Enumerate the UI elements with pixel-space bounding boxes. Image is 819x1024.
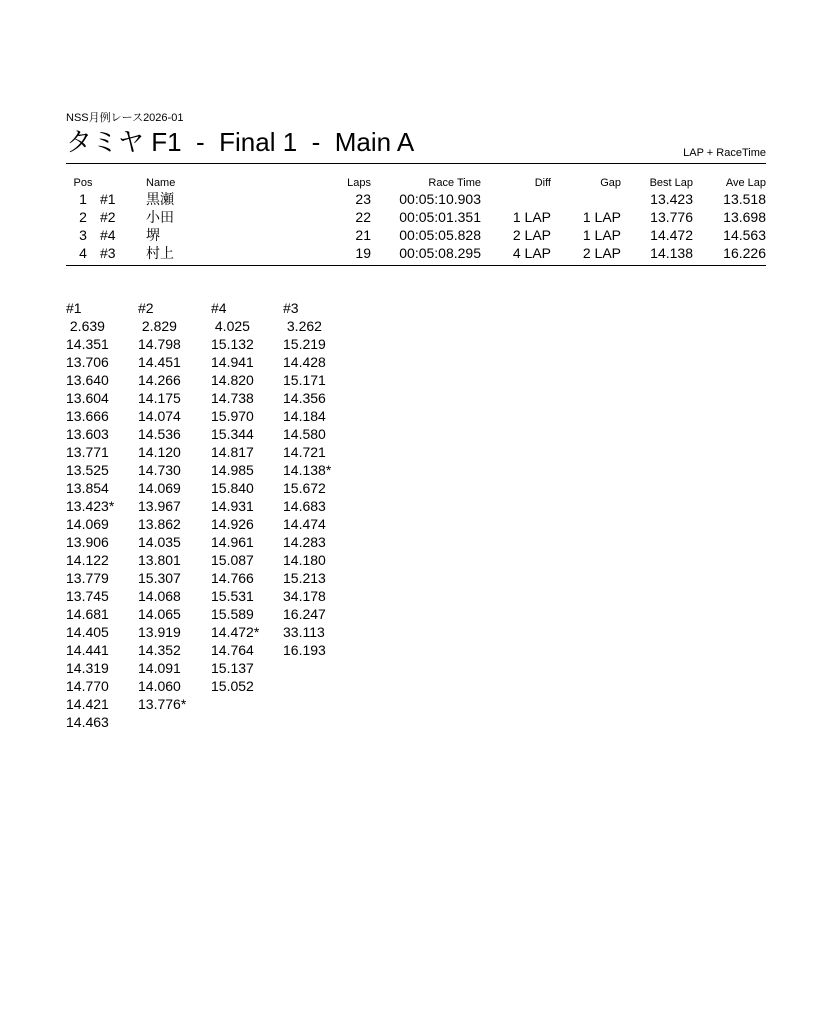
lap-time: 14.985	[211, 462, 254, 478]
lap-time: 14.770	[66, 678, 109, 694]
cell-laps: 23	[355, 191, 371, 207]
lap-time: 14.681	[66, 606, 109, 622]
lap-time: 13.603	[66, 426, 109, 442]
cell-name: 小田	[146, 209, 174, 225]
lap-time: 14.035	[138, 534, 181, 550]
lap-time: 14.798	[138, 336, 181, 352]
cell-ave-lap: 13.518	[723, 191, 766, 207]
lap-time: 13.801	[138, 552, 181, 568]
lap-time: 14.764	[211, 642, 254, 658]
table-row	[66, 226, 766, 244]
lap-time: 15.531	[211, 588, 254, 604]
lap-time: 14.356	[283, 390, 326, 406]
lap-time: 13.967	[138, 498, 181, 514]
lap-time: 2.829	[138, 318, 177, 334]
cell-race-time: 00:05:01.351	[399, 209, 481, 225]
lap-time: 14.428	[283, 354, 326, 370]
cell-race-time: 00:05:05.828	[399, 227, 481, 243]
lap-time: 13.423*	[66, 498, 115, 514]
lap-time: 4.025	[211, 318, 250, 334]
lap-time: 16.247	[283, 606, 326, 622]
lap-time: 14.683	[283, 498, 326, 514]
lap-column	[211, 299, 281, 695]
lap-time: 15.970	[211, 408, 254, 424]
cell-diff: 2 LAP	[512, 227, 551, 243]
lap-time: 15.344	[211, 426, 254, 442]
cell-car: #4	[100, 227, 116, 243]
lap-time: 15.840	[211, 480, 254, 496]
header-divider	[66, 163, 766, 164]
lap-column	[66, 299, 136, 731]
page-title: タミヤ F1 - Final 1 - Main A	[66, 127, 415, 157]
lap-time: 14.721	[283, 444, 326, 460]
cell-gap: 1 LAP	[582, 227, 621, 243]
lap-time: 15.219	[283, 336, 326, 352]
lap-time: 14.451	[138, 354, 181, 370]
lap-time: 14.065	[138, 606, 181, 622]
lap-time: 33.113	[283, 624, 325, 640]
lap-time: 15.087	[211, 552, 254, 568]
lap-time: 13.640	[66, 372, 109, 388]
lap-time: 3.262	[283, 318, 322, 334]
lap-time: 14.069	[66, 516, 109, 532]
lap-time: 14.463	[66, 714, 109, 730]
cell-race-time: 00:05:08.295	[399, 245, 481, 261]
col-header-gap: Gap	[600, 177, 621, 189]
lap-time: 15.132	[211, 336, 254, 352]
lap-time: 15.213	[283, 570, 326, 586]
lap-time: 13.779	[66, 570, 109, 586]
lap-time: 13.525	[66, 462, 109, 478]
lap-time: 14.941	[211, 354, 254, 370]
cell-pos: 4	[79, 245, 87, 261]
lap-column	[138, 299, 208, 713]
lap-time: 14.421	[66, 696, 109, 712]
cell-best-lap: 14.138	[650, 245, 693, 261]
cell-ave-lap: 13.698	[723, 209, 766, 225]
cell-pos: 1	[79, 191, 87, 207]
cell-laps: 19	[355, 245, 371, 261]
lap-time: 34.178	[283, 588, 326, 604]
col-header-pos: Pos	[73, 177, 93, 189]
cell-car: #3	[100, 245, 116, 261]
lap-time: 13.706	[66, 354, 109, 370]
lap-time: 13.919	[138, 624, 181, 640]
lap-time: 14.926	[211, 516, 254, 532]
col-header-best-lap: Best Lap	[649, 177, 693, 189]
cell-diff	[481, 190, 551, 208]
lap-time: 14.474	[283, 516, 326, 532]
lap-time: 14.738	[211, 390, 254, 406]
lap-time: 14.120	[138, 444, 181, 460]
lap-time: 13.854	[66, 480, 109, 496]
lap-time: 2.639	[66, 318, 105, 334]
lap-time: 14.580	[283, 426, 326, 442]
lap-time: 14.175	[138, 390, 181, 406]
cell-car: #2	[100, 209, 116, 225]
lap-time: 14.817	[211, 444, 254, 460]
cell-name: 村上	[146, 245, 174, 261]
lap-time: 14.266	[138, 372, 181, 388]
col-header-race-time: Race Time	[428, 177, 481, 189]
lap-time: 14.283	[283, 534, 326, 550]
lap-column-header: #4	[211, 300, 227, 316]
lap-time: 13.776*	[138, 696, 187, 712]
lap-time: 14.074	[138, 408, 181, 424]
cell-gap: 2 LAP	[582, 245, 621, 261]
series-name: NSS月例レース2026-01	[66, 112, 184, 124]
lap-time: 15.589	[211, 606, 254, 622]
lap-time: 14.441	[66, 642, 109, 658]
lap-time: 15.052	[211, 678, 254, 694]
cell-laps: 22	[355, 209, 371, 225]
lap-time: 15.171	[283, 372, 326, 388]
col-header-name: Name	[146, 177, 176, 189]
lap-time: 14.060	[138, 678, 181, 694]
cell-best-lap: 13.776	[650, 209, 693, 225]
col-header-diff: Diff	[534, 177, 551, 189]
results-table	[66, 176, 766, 262]
cell-best-lap: 14.472	[650, 227, 693, 243]
cell-ave-lap: 14.563	[723, 227, 766, 243]
results-divider	[66, 265, 766, 266]
lap-time: 14.069	[138, 480, 181, 496]
lap-time: 14.138*	[283, 462, 332, 478]
cell-laps: 21	[355, 227, 371, 243]
cell-name: 堺	[146, 227, 160, 243]
cell-pos: 2	[79, 209, 87, 225]
lap-time: 14.536	[138, 426, 181, 442]
lap-time: 14.766	[211, 570, 254, 586]
lap-time: 14.184	[283, 408, 326, 424]
table-row	[66, 244, 766, 262]
cell-diff: 4 LAP	[512, 245, 551, 261]
lap-time: 14.931	[211, 498, 254, 514]
col-header-laps: Laps	[347, 177, 371, 189]
lap-time: 15.137	[211, 660, 254, 676]
table-row	[66, 190, 766, 208]
lap-time: 13.906	[66, 534, 109, 550]
lap-time: 14.351	[66, 336, 109, 352]
lap-time: 14.180	[283, 552, 326, 568]
cell-race-time: 00:05:10.903	[399, 191, 481, 207]
cell-pos: 3	[79, 227, 87, 243]
lap-time: 14.472*	[211, 624, 260, 640]
lap-time: 13.604	[66, 390, 109, 406]
cell-name: 黒瀬	[146, 191, 174, 207]
cell-best-lap: 13.423	[650, 191, 693, 207]
cell-ave-lap: 16.226	[723, 245, 766, 261]
lap-time: 13.771	[66, 444, 109, 460]
lap-time: 14.961	[211, 534, 254, 550]
results-header-row	[66, 176, 766, 190]
lap-time: 13.745	[66, 588, 109, 604]
page-subtitle: LAP + RaceTime	[683, 147, 766, 159]
cell-gap: 1 LAP	[582, 209, 621, 225]
cell-diff: 1 LAP	[512, 209, 551, 225]
cell-car: #1	[100, 191, 116, 207]
lap-time: 14.730	[138, 462, 181, 478]
cell-gap	[551, 190, 621, 208]
lap-column	[283, 299, 353, 659]
lap-column-header: #1	[66, 300, 82, 316]
col-header-car	[100, 176, 146, 190]
lap-time: 14.122	[66, 552, 109, 568]
lap-time: 14.820	[211, 372, 254, 388]
lap-time: 15.307	[138, 570, 181, 586]
table-row	[66, 208, 766, 226]
lap-time: 14.319	[66, 660, 109, 676]
lap-time: 15.672	[283, 480, 326, 496]
lap-time: 14.405	[66, 624, 109, 640]
lap-time: 16.193	[283, 642, 326, 658]
lap-time: 13.666	[66, 408, 109, 424]
lap-time: 14.068	[138, 588, 181, 604]
lap-column-header: #3	[283, 300, 299, 316]
lap-time: 14.352	[138, 642, 181, 658]
col-header-ave-lap: Ave Lap	[725, 177, 766, 189]
lap-time: 13.862	[138, 516, 181, 532]
lap-column-header: #2	[138, 300, 154, 316]
lap-time: 14.091	[138, 660, 181, 676]
